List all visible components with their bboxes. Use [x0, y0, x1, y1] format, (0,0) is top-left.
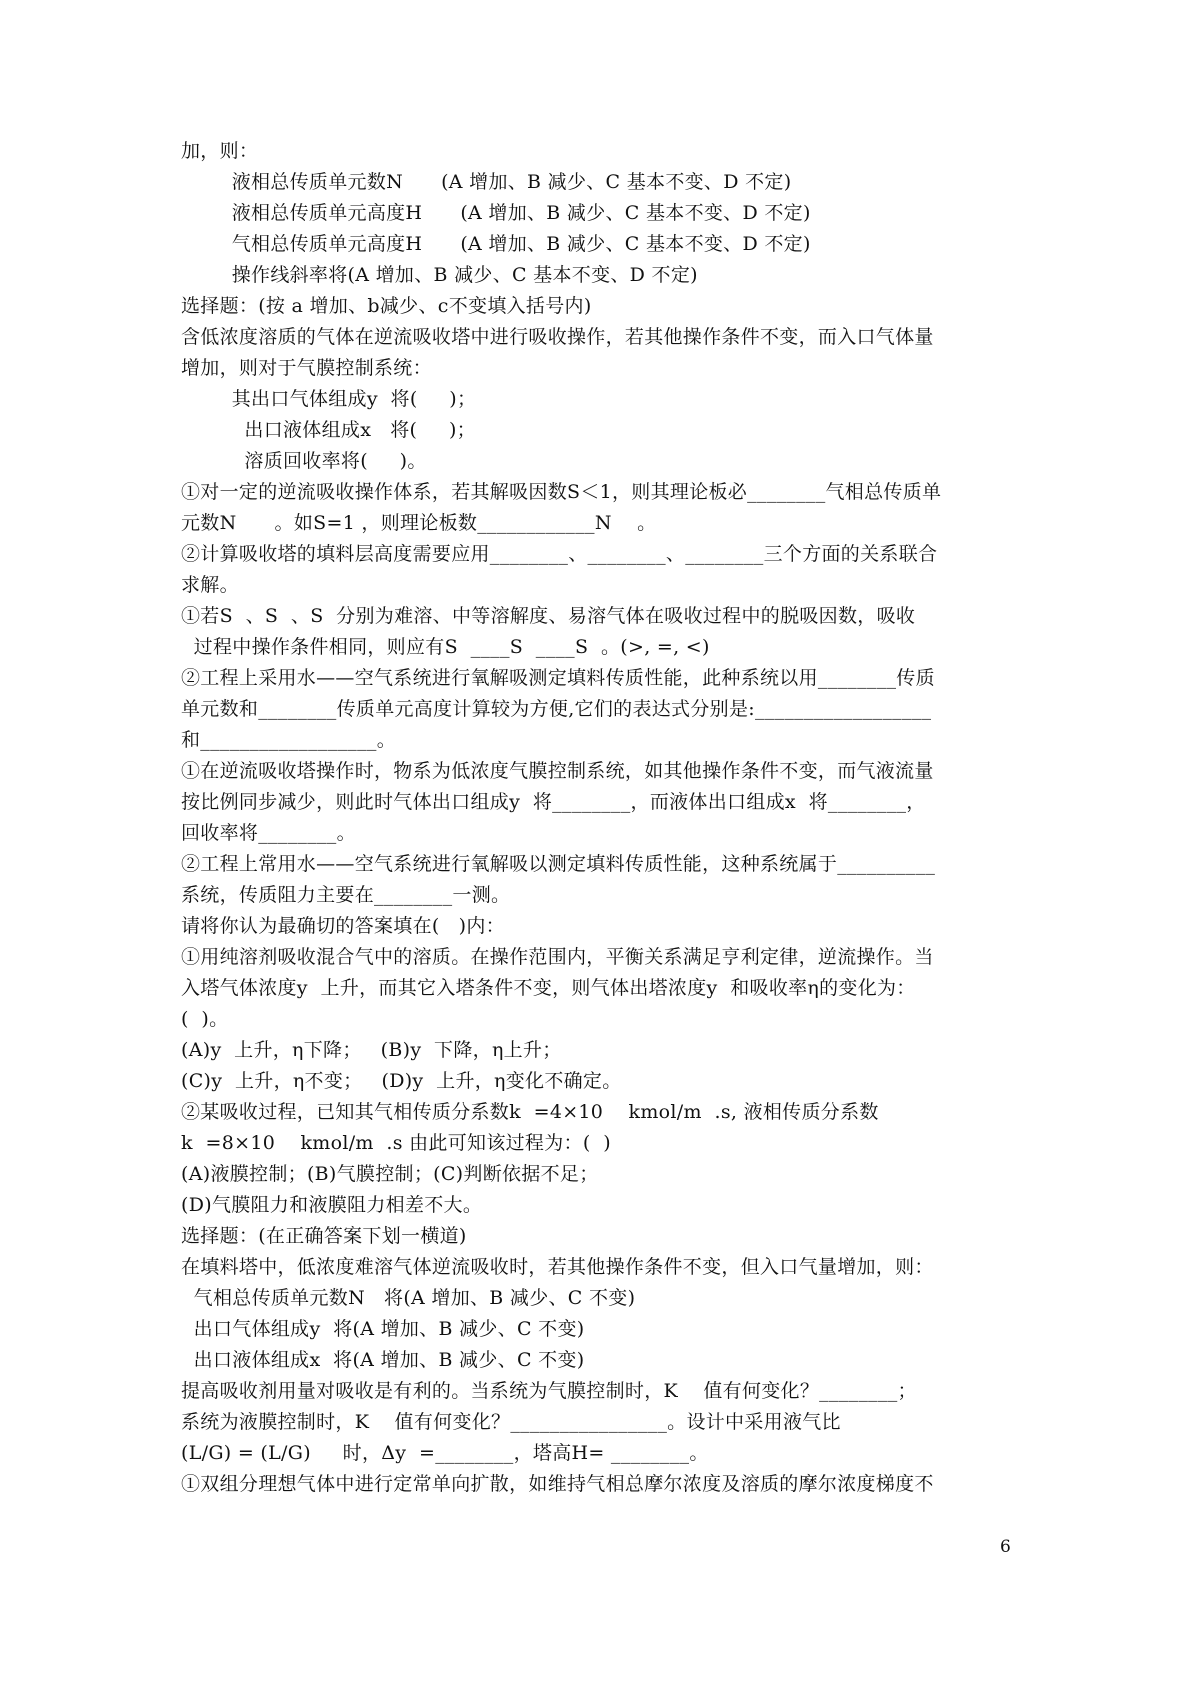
- text-line: 出口液体组成x 将(A 增加、B 减少、C 不变): [181, 1349, 585, 1371]
- text-line: 增加，则对于气膜控制系统：: [181, 357, 432, 379]
- page-number: 6: [1000, 1537, 1011, 1557]
- text-line: ①双组分理想气体中进行定常单向扩散，如维持气相总摩尔浓度及溶质的摩尔浓度梯度不: [181, 1473, 934, 1495]
- text-line: 溶质回收率将( )。: [181, 450, 427, 472]
- text-line: ②工程上常用水——空气系统进行氧解吸以测定填料传质性能，这种系统属于__________: [181, 853, 936, 875]
- text-line: 选择题：(在正确答案下划一横道): [181, 1225, 467, 1247]
- text-line: 求解。: [181, 574, 239, 596]
- text-line: 液相总传质单元高度H (A 增加、B 减少、C 基本不变、D 不定): [181, 202, 811, 224]
- text-line: (A)y 上升，η下降； (B)y 下降，η上升；: [181, 1039, 562, 1061]
- text-line: 入塔气体浓度y 上升，而其它入塔条件不变，则气体出塔浓度y 和吸收率η的变化为：: [181, 977, 916, 999]
- text-line: 提高吸收剂用量对吸收是有利的。当系统为气膜控制时，K 值有何变化？________；: [181, 1380, 917, 1402]
- text-line: (L/G) = (L/G) 时，Δy =________，塔高H= ________。: [181, 1442, 709, 1464]
- text-line: 按比例同步减少，则此时气体出口组成y 将________，而液体出口组成x 将________，: [181, 791, 926, 813]
- text-line: 在填料塔中，低浓度难溶气体逆流吸收时，若其他操作条件不变，但入口气量增加，则：: [181, 1256, 934, 1278]
- text-line: 气相总传质单元高度H (A 增加、B 减少、C 基本不变、D 不定): [181, 233, 811, 255]
- text-line: (D)气膜阻力和液膜阻力相差不大。: [181, 1194, 483, 1216]
- text-line: 和__________________。: [181, 729, 396, 751]
- text-line: 过程中操作条件相同，则应有S ____S ____S 。(>, =, <): [181, 636, 710, 658]
- text-line: 系统为液膜控制时，K 值有何变化？________________。设计中采用液气比: [181, 1411, 841, 1433]
- text-line: 回收率将________。: [181, 822, 356, 844]
- text-line: k =8×10 kmol/m .s 由此可知该过程为：( ): [181, 1132, 611, 1154]
- text-line: 加，则：: [181, 140, 259, 162]
- text-line: 操作线斜率将(A 增加、B 减少、C 基本不变、D 不定): [181, 264, 698, 286]
- text-line: (A)液膜控制；(B)气膜控制；(C)判断依据不足；: [181, 1163, 599, 1185]
- text-line: ②工程上采用水——空气系统进行氧解吸测定填料传质性能，此种系统以用________传质: [181, 667, 935, 689]
- text-line: ②某吸收过程，已知其气相传质分系数k =4×10 kmol/m .s, 液相传质分系数: [181, 1101, 879, 1123]
- text-line: 单元数和________传质单元高度计算较为方便,它们的表达式分别是:__________________: [181, 698, 932, 720]
- text-line: ( )。: [181, 1008, 229, 1030]
- text-line: 液相总传质单元数N (A 增加、B 减少、C 基本不变、D 不定): [181, 171, 792, 193]
- text-line: ①对一定的逆流吸收操作体系，若其解吸因数S＜1，则其理论板必________气相总传质单: [181, 481, 942, 503]
- text-line: 元数N 。如S=1 ，则理论板数____________N 。: [181, 512, 657, 534]
- text-line: ①用纯溶剂吸收混合气中的溶质。在操作范围内，平衡关系满足亨利定律，逆流操作。当: [181, 946, 934, 968]
- text-line: 其出口气体组成y 将( )；: [181, 388, 477, 410]
- text-line: 出口气体组成y 将(A 增加、B 减少、C 不变): [181, 1318, 585, 1340]
- text-line: 请将你认为最确切的答案填在( )内：: [181, 915, 505, 937]
- text-line: (C)y 上升，η不变； (D)y 上升，η变化不确定。: [181, 1070, 622, 1092]
- text-line: 出口液体组成x 将( )；: [181, 419, 476, 441]
- text-line: 系统，传质阻力主要在________一测。: [181, 884, 511, 906]
- text-line: 选择题：(按 a 增加、b减少、c不变填入括号内): [181, 295, 592, 317]
- text-line: 气相总传质单元数N 将(A 增加、B 减少、C 不变): [181, 1287, 636, 1309]
- text-line: ①若S 、S 、S 分别为难溶、中等溶解度、易溶气体在吸收过程中的脱吸因数，吸收: [181, 605, 916, 627]
- text-line: ①在逆流吸收塔操作时，物系为低浓度气膜控制系统，如其他操作条件不变，而气液流量: [181, 760, 934, 782]
- text-line: 含低浓度溶质的气体在逆流吸收塔中进行吸收操作，若其他操作条件不变，而入口气体量: [181, 326, 934, 348]
- text-line: ②计算吸收塔的填料层高度需要应用________、________、________三个方面的关系联合: [181, 543, 938, 565]
